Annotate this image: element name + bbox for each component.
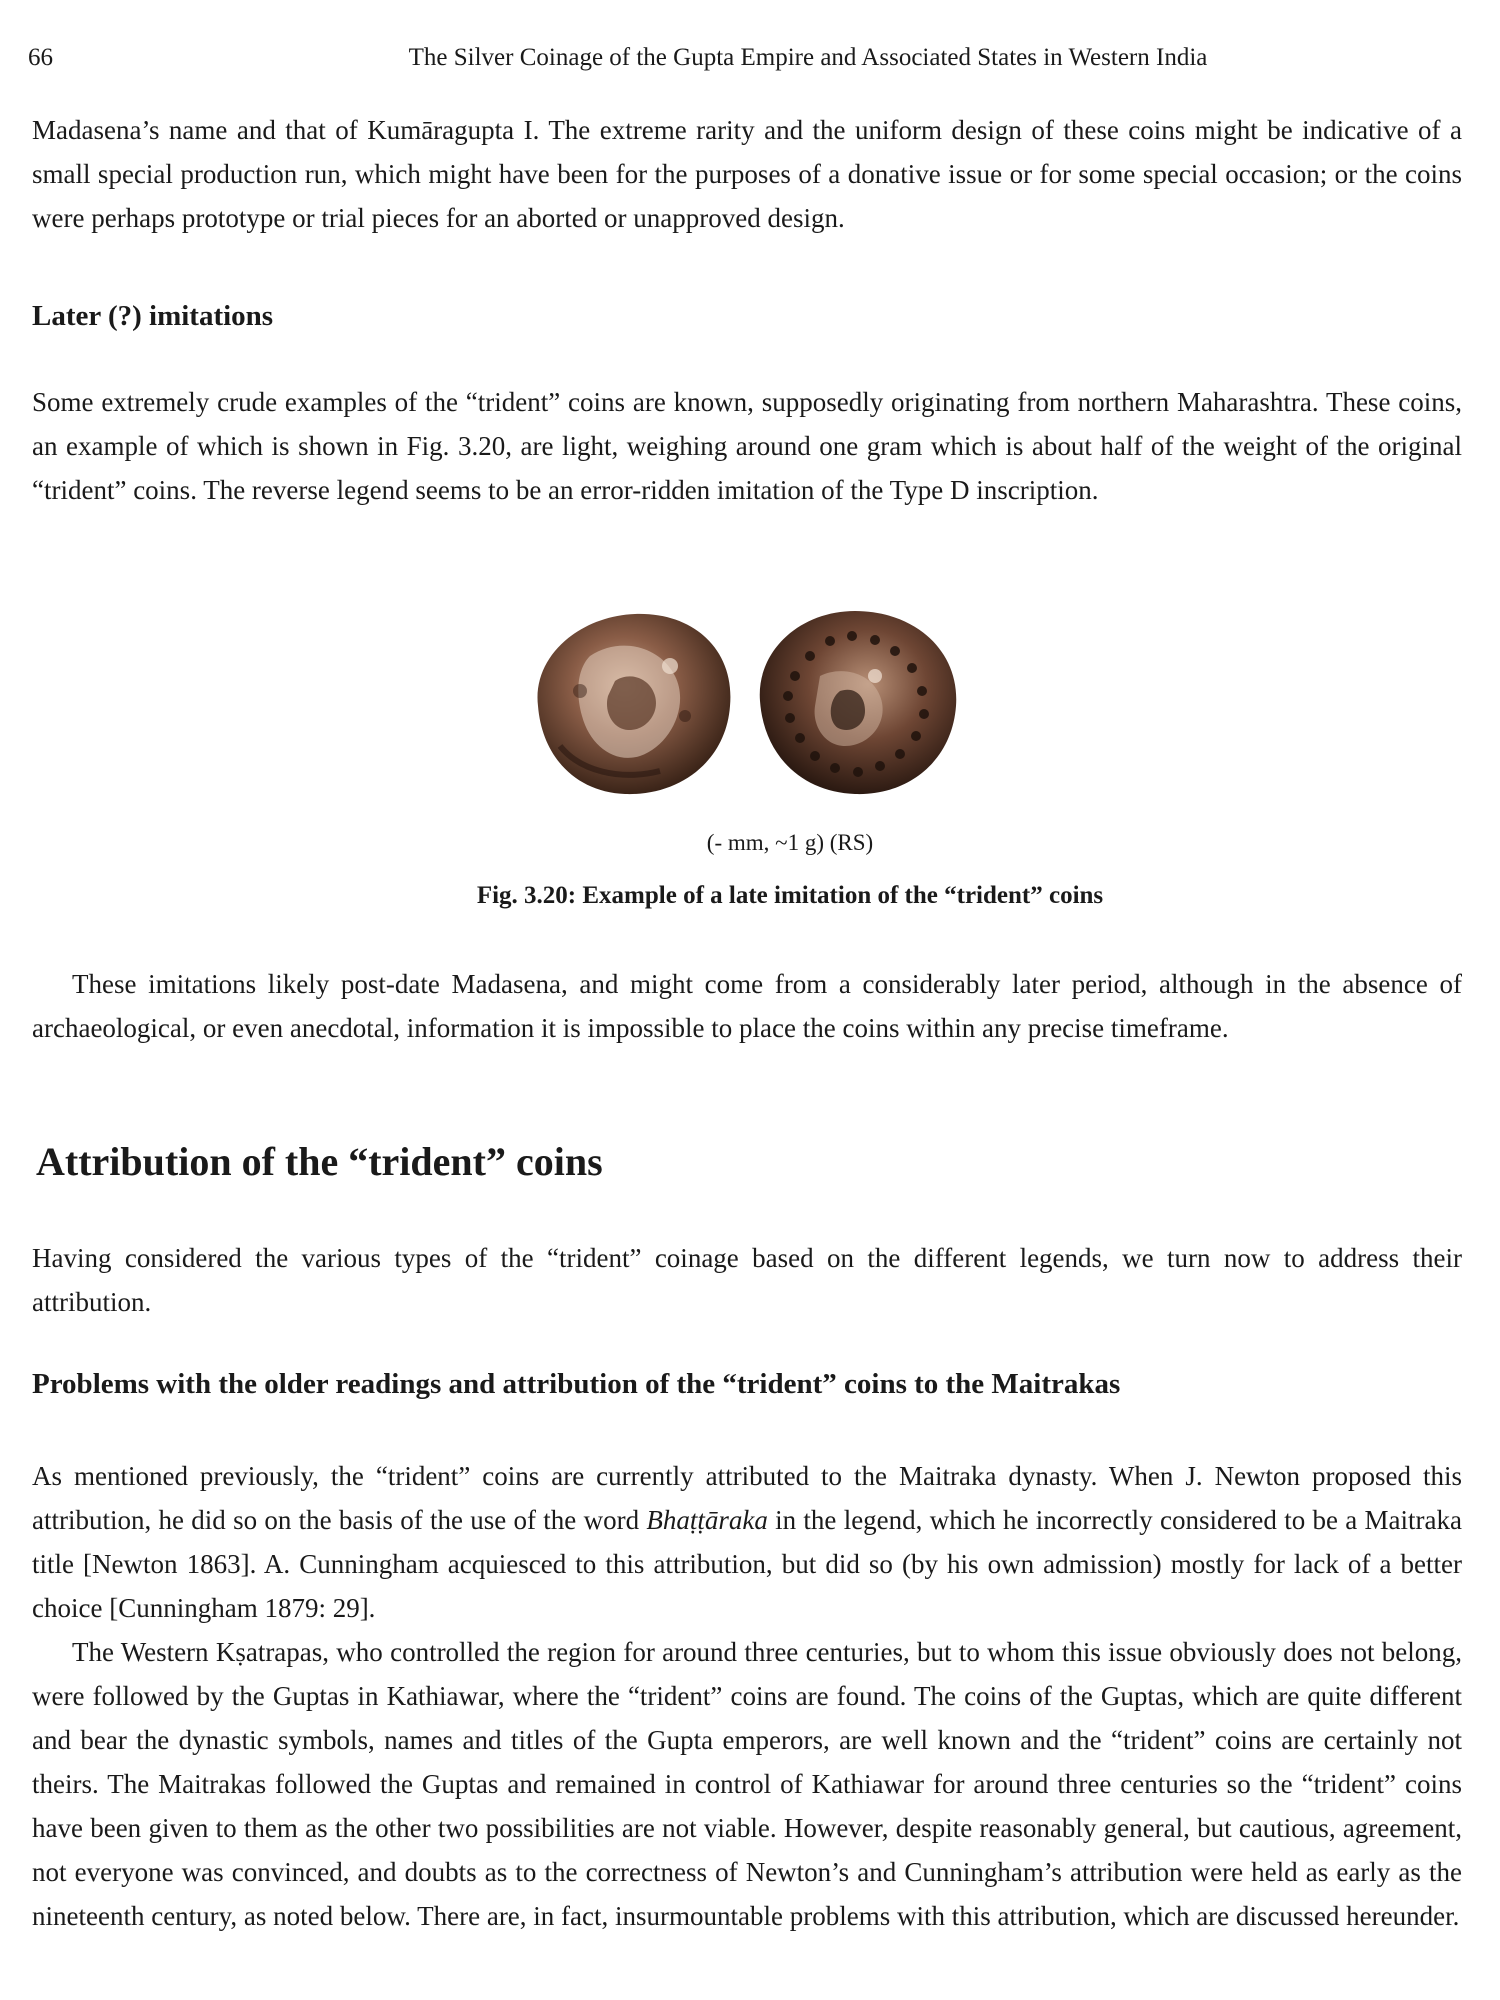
heading-later-imitations: Later (?) imitations — [32, 300, 274, 332]
attribution-paragraph: Having considered the various types of the “trident” coinage based on the different legends, we turn now to address their attribution. — [32, 1243, 1462, 1317]
running-head — [28, 40, 1468, 80]
figure-caption: Fig. 3.20: Example of a late imitation of the “trident” coins — [476, 882, 1104, 909]
figure-details: (- mm, ~1 g) (RS) — [706, 830, 874, 855]
imitations-followup-paragraph: These imitations likely post-date Madasena, and might come from a considerably later period, although in the absence of archaeological, or even anecdotal, information it is impossible to place the coins within any precise timeframe. — [32, 969, 1462, 1043]
problems-paragraph-1-start: As mentioned previously, the “trident” coins are currently attributed to the Maitraka dynasty. When J. Newton proposed this attribution, he did so on the basis of the use of the word — [32, 1461, 1462, 1535]
book-title: The Silver Coinage of the Gupta Empire and Associated States in Western India — [408, 44, 1208, 71]
term-bhattaraka: Bhaṭṭāraka — [646, 1505, 768, 1535]
page-number: 66 — [28, 44, 53, 71]
coin-photo — [520, 596, 980, 806]
problems-paragraph-1 — [32, 1454, 1462, 1630]
heading-attribution: Attribution of the “trident” coins — [36, 1139, 603, 1184]
later-imitations-paragraph: Some extremely crude examples of the “trident” coins are known, supposedly originating from northern Maharashtra. These coins, an example of which is shown in Fig. 3.20, are light, weighing around one gram which is about half of the weight of the original “trident” coins. The reverse legend seems to be an error-ridden imitation of the Type D inscription. — [32, 387, 1462, 505]
intro-paragraph: Madasena’s name and that of Kumāragupta I. The extreme rarity and the uniform design of these coins might be indicative of a small special production run, which might have been for the purposes of a donative issue or for some special occasion; or the coins were perhaps prototype or trial pieces for an aborted or unapproved design. — [32, 115, 1462, 233]
coin-figure — [520, 596, 980, 806]
coin-reverse — [760, 611, 957, 794]
coin-obverse — [537, 614, 730, 794]
problems-paragraph-1-end: in the legend, which he incorrectly considered to be a Maitraka title [Newton 1863]. A. Cunningham acquiesced to this attribution, but did so (by his own admission) mostly for lack of a better choice [Cunningham 1879: 29]. — [32, 1505, 1462, 1623]
problems-paragraph-2: The Western Kṣatrapas, who controlled the region for around three centuries, but to whom this issue obviously does not belong, were followed by the Guptas in Kathiawar, where the “trident” coins are found. The coins of the Guptas, which are quite different and bear the dynastic symbols, names and titles of the Gupta emperors, are well known and the “trident” coins are certainly not theirs. The Maitrakas followed the Guptas and remained in control of Kathiawar for around three centuries so the “trident” coins have been given to them as the other two possibilities are not viable. However, despite reasonably general, but cautious, agreement, not everyone was convinced, and doubts as to the correctness of Newton’s and Cunningham’s attribution were held as early as the nineteenth century, as noted below. There are, in fact, insurmountable problems with this attribution, which are discussed hereunder. — [32, 1637, 1462, 1931]
heading-problems: Problems with the older readings and attribution of the “trident” coins to the Maitrakas — [32, 1368, 1121, 1400]
